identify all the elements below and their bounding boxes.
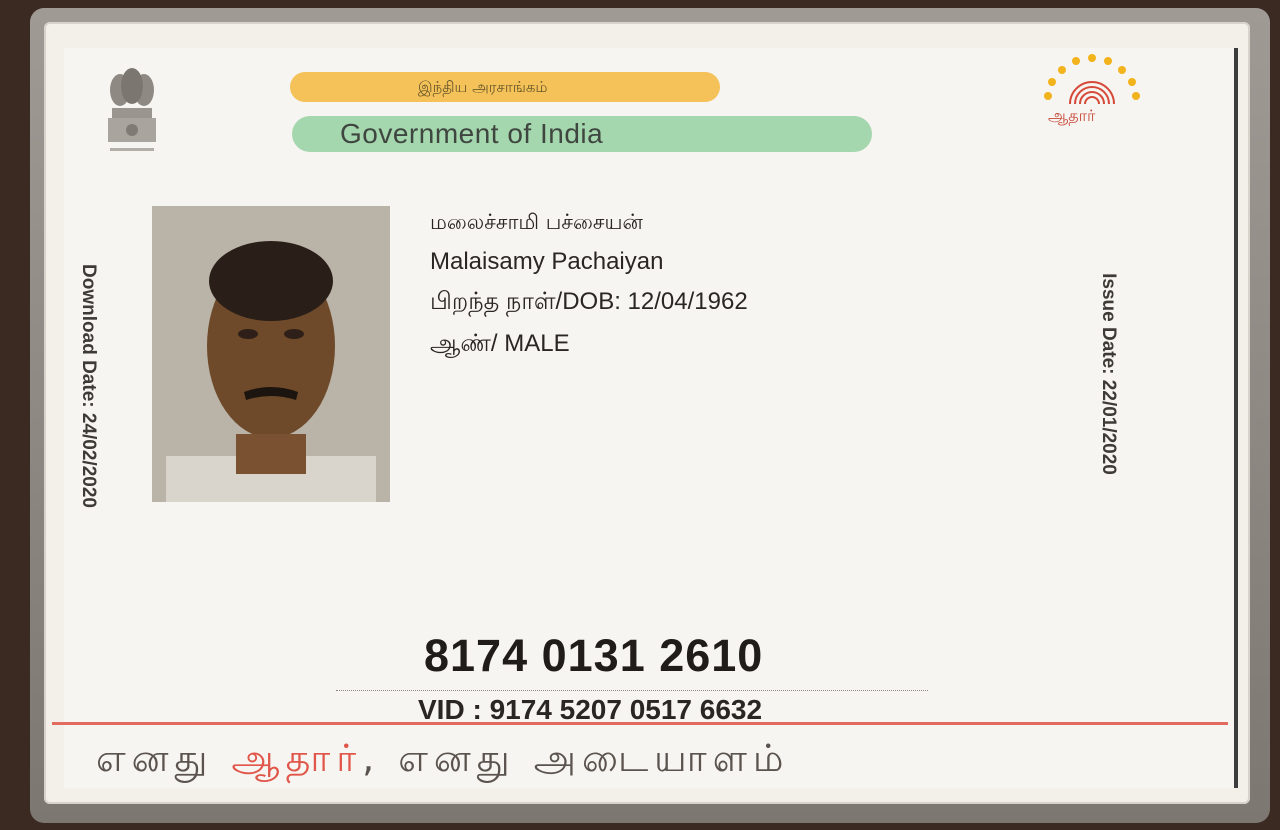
gender-label: ஆண்/ — [430, 330, 498, 357]
footer-divider — [52, 722, 1228, 725]
holder-details — [430, 210, 748, 370]
dob-value: 12/04/1962 — [627, 288, 748, 315]
issue-date-label: Issue Date: — [1098, 273, 1119, 375]
number-divider — [336, 690, 928, 691]
issue-date-value: 22/01/2020 — [1098, 379, 1119, 475]
national-emblem-icon — [98, 64, 166, 156]
gender-line — [430, 330, 748, 370]
aadhaar-logo-text: ஆதார் — [1048, 106, 1096, 125]
tagline-aadhaar: ஆதார் — [231, 736, 363, 780]
dob-label: பிறந்த நாள்/DOB: — [430, 288, 621, 315]
holder-name-tamil: மலைச்சாமி பச்சையன் — [430, 210, 643, 234]
footer-tagline — [96, 736, 790, 786]
gender-value: MALE — [504, 330, 570, 357]
download-date-label: Download Date: — [78, 264, 99, 408]
dob-line — [430, 288, 748, 330]
tagline-part-3: , எனது அடையாளம் — [362, 736, 790, 780]
holder-name-english: Malaisamy Pachaiyan — [430, 248, 664, 275]
download-date — [77, 264, 99, 508]
issue-date — [1097, 273, 1119, 475]
download-date-value: 24/02/2020 — [78, 412, 99, 508]
tagline-part-1: எனது — [96, 736, 232, 780]
government-title-english: Government of India — [340, 118, 604, 149]
government-title-tamil: இந்திய அரசாங்கம் — [418, 78, 548, 96]
aadhaar-number: 8174 0131 2610 — [424, 630, 764, 681]
vid-label: VID : — [418, 694, 482, 725]
vid-value: 9174 5207 0517 6632 — [489, 694, 763, 725]
holder-photo — [152, 206, 390, 502]
